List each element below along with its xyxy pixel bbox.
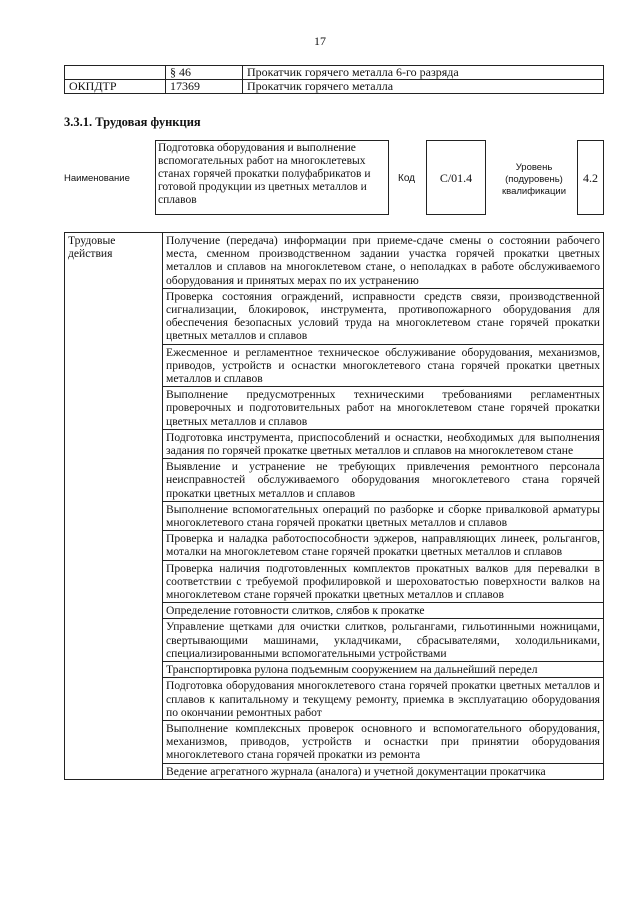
labor-action: Выявление и устранение не требующих привлечения ремонтного персонала неисправностей обслуживаемого оборудования многоклетевого стана горячей прокатки цветных металлов и сплавов xyxy=(163,459,604,502)
function-code: C/01.4 xyxy=(426,140,486,215)
level-label: Уровень (подуровень) квалификации xyxy=(501,162,567,197)
labor-action: Выполнение комплексных проверок основного и вспомогательного оборудования, механизмов, приводов, устройств и оснастки при принятии оборудования многоклетевого стана горячей прокатки из ремонта xyxy=(163,720,604,763)
code-label: Код xyxy=(398,173,416,184)
classifier-code: ОКПДТР xyxy=(65,80,166,94)
name-label: Наименование xyxy=(64,173,130,184)
labor-action: Подготовка оборудования многоклетевого стана горячей прокатки цветных металлов и сплавов к капитальному и текущему ремонту, приемка в эксплуатацию оборудования по окончании ремонтных работ xyxy=(163,678,604,721)
labor-action: Проверка состояния ограждений, исправности средств связи, производственной сигнализации, блокировок, инструмента, противопожарного оборудования для обеспечения безопасных условий труда на многоклетевом стане горячей прокатки цветных металлов и сплавов xyxy=(163,288,604,344)
labor-action: Выполнение вспомогательных операций по разборке и сборке привалковой арматуры многоклетевого стана горячей прокатки цветных металлов и сплавов xyxy=(163,501,604,530)
classifier-code xyxy=(65,66,166,80)
labor-action: Проверка наличия подготовленных комплектов прокатных валков для перевалки в соответствии с требуемой профилировкой и шероховатостью поверхности валков на многоклетевом стане горячей прокатки цветных металлов и сплавов xyxy=(163,560,604,603)
classifier-number: 17369 xyxy=(166,80,243,94)
labor-action: Получение (передача) информации при приеме-сдаче смены о состоянии рабочего места, сменном производственном задании участка горячей прокатки цветных металлов и сплавов на многоклетевом стане, о неполадках в работе обслуживаемого оборудования и принятых мерах по их устранению xyxy=(163,233,604,289)
classifier-title: Прокатчик горячего металла xyxy=(243,80,604,94)
section-title: 3.3.1. Трудовая функция xyxy=(64,115,201,129)
labor-actions-table xyxy=(64,232,604,780)
labor-action: Подготовка инструмента, приспособлений и оснастки, необходимых для выполнения задания по горячей прокатке цветных металлов и сплавов на многоклетевом стане xyxy=(163,429,604,458)
labor-action: Проверка и наладка работоспособности эджеров, направляющих линеек, рольгангов, моталки на многоклетевом стане горячей прокатки цветных металлов и сплавов xyxy=(163,531,604,560)
actions-header: Трудовые действия xyxy=(65,233,163,780)
labor-action: Определение готовности слитков, слябов к прокатке xyxy=(163,603,604,619)
table-row xyxy=(65,233,604,289)
labor-action: Управление щетками для очистки слитков, рольгангами, гильотинными ножницами, свертывающими машинами, укладчиками, сбрасывателями, холодильниками, специализированными вспомогательными устройствами xyxy=(163,619,604,662)
labor-action: Ежесменное и регламентное техническое обслуживание оборудования, механизмов, приводов, устройств и оснастки многоклетевого стана горячей прокатки цветных металлов и сплавов xyxy=(163,344,604,387)
function-header xyxy=(64,140,604,218)
classifier-number: § 46 xyxy=(166,66,243,80)
classifier-title: Прокатчик горячего металла 6-го разряда xyxy=(243,66,604,80)
table-row xyxy=(65,66,604,80)
occupation-codes-table xyxy=(64,65,604,94)
table-row xyxy=(65,80,604,94)
labor-action: Выполнение предусмотренных техническими требованиями регламентных проверочных и подготовительных работ на многоклетевом стане горячей прокатки цветных металлов и сплавов xyxy=(163,387,604,430)
function-name: Подготовка оборудования и выполнение вспомогательных работ на многоклетевых станах горячей прокатки полуфабрикатов и готовой продукции из цветных металлов и сплавов xyxy=(155,140,389,215)
qualification-level: 4.2 xyxy=(577,140,604,215)
labor-action: Транспортировка рулона подъемным сооружением на дальнейший передел xyxy=(163,662,604,678)
page-number: 17 xyxy=(314,34,326,48)
labor-action: Ведение агрегатного журнала (аналога) и учетной документации прокатчика xyxy=(163,763,604,779)
